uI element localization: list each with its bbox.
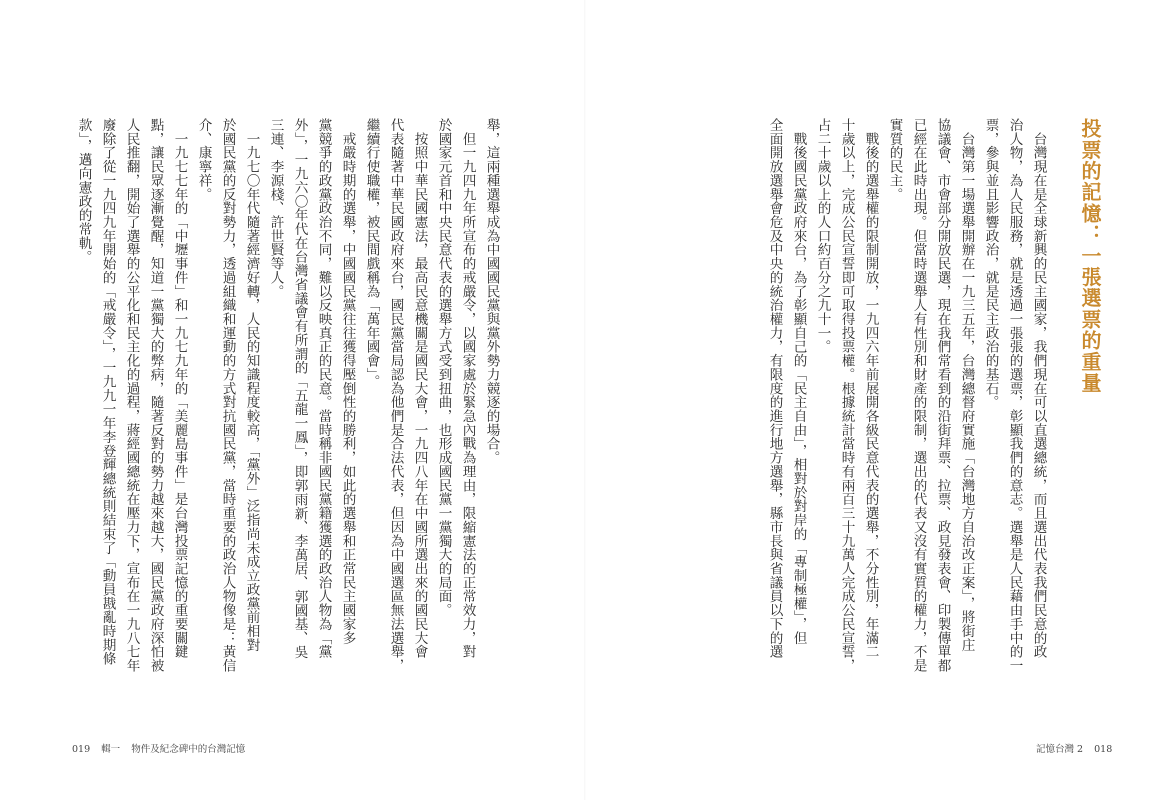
text-column: 但一九四九年所宣布的戒嚴令，以國家處於緊急內戰為理由，限縮憲法的正常效力，對 bbox=[459, 118, 476, 659]
text-column: 十歲以上，完成公民宣誓即可取得投票權。根據統計當時有兩百三十九萬人完成公民宣誓， bbox=[838, 118, 855, 673]
text-column: 外」，一九六〇年代在台灣省議會有所謂的「五龍一鳳」，即郭雨新、李萬居、郭國基、吳 bbox=[291, 118, 308, 659]
text-column: 協議會、市會部分開放民選，現在我們常看到的沿街拜票、拉票、政見發表會、印製傳單都 bbox=[934, 118, 951, 673]
text-column: 戰後國民黨政府來台，為了彰顯自己的「民主自由」，相對於對岸的「專制極權」，但 bbox=[790, 118, 807, 645]
page-number: 019 bbox=[72, 744, 91, 755]
text-column: 繼續行使職權，被民間戲稱為「萬年國會」。 bbox=[363, 118, 380, 389]
text-column: 台灣現在是全球新興的民主國家，我們現在可以直選總統，而且選出代表我們民意的政 bbox=[1030, 118, 1047, 659]
text-column: 票，參與並且影響政治，就是民主政治的基石。 bbox=[982, 118, 999, 410]
text-column: 戰後的選舉權的限制開放，一九四六年前展開各級民意代表的選舉，不分性別，年滿二 bbox=[862, 118, 879, 659]
text-column: 點，讓民眾逐漸覺醒，知道一黨獨大的弊病，隨著反對的勢力越來越大，國民黨政府深怕被 bbox=[147, 118, 164, 673]
text-column: 於國家元首和中央民意代表的選舉方式受到扭曲，也形成國民黨一黨獨大的局面。 bbox=[435, 118, 452, 617]
text-column: 一九七〇年代隨著經濟好轉，人民的知識程度較高，「黨外」泛指尚未成立政黨前相對 bbox=[243, 118, 260, 652]
text-column: 治人物，為人民服務，就是透過一張張的選票，彰顯我們的意志。選舉是人民藉由手中的一 bbox=[1006, 118, 1023, 673]
text-column: 按照中華民國憲法，最高民意機關是國民大會，一九四八年在中國所選出來的國民大會 bbox=[411, 118, 428, 659]
section-label: 輯一 bbox=[101, 744, 121, 755]
text-column: 人民推翻，開始了選舉的公平化和民主化的過程，蔣經國總統在壓力下，宣布在一九八七年 bbox=[123, 118, 140, 673]
text-column: 廢除了從一九四九年開始的「戒嚴令」，一九九一年李登輝總統則結束了「動員戡亂時期條 bbox=[99, 118, 116, 666]
text-column: 一九七七年的「中壢事件」和一九七九年的「美麗島事件」是台灣投票記憶的重要關鍵 bbox=[171, 118, 188, 659]
text-column: 台灣第一場選舉開辦在一九三五年，台灣總督府實施「台灣地方自治改正案」，將街庄 bbox=[958, 118, 975, 652]
text-column: 代表隨著中華民國政府來台，國民黨當局認為他們是合法代表，但因為中國選區無法選舉， bbox=[387, 118, 404, 673]
text-column: 實質的民主。 bbox=[886, 118, 903, 202]
running-header: 物件及紀念碑中的台灣記憶 bbox=[131, 744, 246, 755]
text-column: 占二十歲以上的人口約百分之九十一。 bbox=[814, 118, 831, 354]
chapter-title: 投票的記憶：一張選票的重量 bbox=[1078, 118, 1102, 394]
text-column: 三連、李源棧、許世賢等人。 bbox=[267, 118, 284, 299]
text-column: 於國民黨的反對勢力，透過組織和運動的方式對抗國民黨，當時重要的政治人物像是：黃信 bbox=[219, 118, 236, 673]
text-column: 黨競爭的政黨政治不同，難以反映真正的民意。當時稱非國民黨籍獲選的政治人物為「黨 bbox=[315, 118, 332, 659]
page-number: 018 bbox=[1094, 744, 1113, 755]
left-footer bbox=[72, 741, 253, 755]
text-column: 已經在此時出現。但當時選舉人有性別和財產的限制，選出的代表又沒有實質的權力，不是 bbox=[910, 118, 927, 673]
text-column: 戒嚴時期的選舉，中國國民黨往往獲得壓倒性的勝利，如此的選舉和正常民主國家多 bbox=[339, 118, 356, 645]
text-column: 舉，這兩種選舉成為中國國民黨與黨外勢力競逐的場合。 bbox=[483, 118, 500, 465]
running-header: 記憶台灣 2 bbox=[1036, 744, 1084, 755]
text-column: 款」，邁向憲政的常軌。 bbox=[75, 118, 92, 264]
right-footer bbox=[1036, 741, 1120, 755]
text-column: 介、康寧祥。 bbox=[195, 118, 212, 202]
text-column: 全面開放選舉會危及中央的統治權力，有限度的進行地方選舉，縣市長與省議員以下的選 bbox=[766, 118, 783, 659]
